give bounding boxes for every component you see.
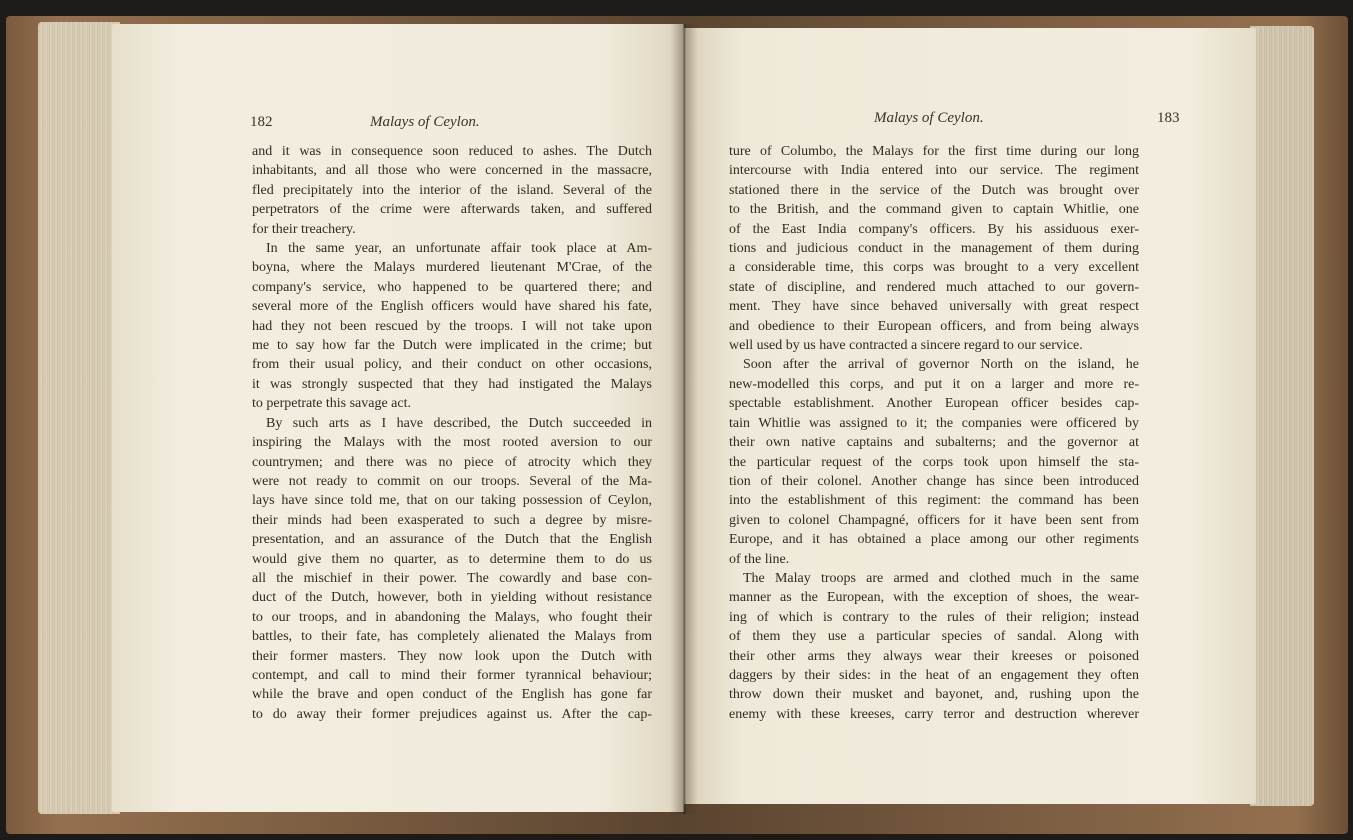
book-gutter	[670, 24, 698, 814]
text-line: company's service, who happened to be quartered there; and	[252, 279, 652, 295]
text-line: presentation, and an assurance of the Dutch that the English	[252, 532, 652, 548]
text-line: fled precipitately into the interior of the island. Several of the	[252, 182, 652, 198]
left-page	[112, 24, 684, 812]
text-line: tain Whitlie was assigned to it; the companies were officered by	[729, 415, 1139, 431]
left-running-title: Malays of Ceylon.	[370, 114, 480, 130]
text-line: of the East India company's officers. By his assiduous exer-	[729, 221, 1139, 237]
text-line: given to colonel Champagné, officers for it have been sent from	[729, 512, 1139, 528]
text-line: to the British, and the command given to captain Whitlie, one	[729, 202, 1139, 218]
text-line: By such arts as I have described, the Dutch succeeded in	[266, 415, 652, 431]
text-line: to our troops, and in abandoning the Malays, who fought their	[252, 609, 652, 625]
text-line: ment. They have since behaved universally with great respect	[729, 299, 1139, 315]
text-line: for their treachery.	[252, 221, 356, 237]
text-line: Europe, and it has obtained a place among our other regiments	[729, 532, 1139, 548]
right-page-text	[729, 142, 1139, 724]
right-page-number: 183	[1157, 110, 1180, 126]
text-line: would give them no quarter, as to determine them to do us	[252, 551, 652, 567]
text-line: countrymen; and there was no piece of atrocity which they	[252, 454, 652, 470]
page-edges-left	[38, 22, 120, 814]
left-page-text	[252, 142, 652, 724]
text-line: their minds had been exasperated to such a degree by misre-	[252, 512, 652, 528]
text-line: while the brave and open conduct of the English has gone far	[252, 687, 652, 703]
right-running-title: Malays of Ceylon.	[874, 110, 984, 126]
text-line: new-modelled this corps, and put it on a larger and more re-	[729, 376, 1139, 392]
right-page	[684, 28, 1256, 804]
text-line: of the line.	[729, 551, 790, 567]
text-line: The Malay troops are armed and clothed much in the same	[743, 570, 1139, 586]
text-line: a considerable time, this corps was brought to a very excellent	[729, 260, 1139, 276]
text-line: into the establishment of this regiment: the command has been	[729, 493, 1139, 509]
text-line: state of discipline, and rendered much attached to our govern-	[729, 279, 1139, 295]
text-line: contempt, and call to mind their former tyrannical behaviour;	[252, 667, 652, 683]
text-line: and obedience to their European officers, and from being always	[729, 318, 1139, 334]
text-line: manner as the European, with the exception of shoes, the wear-	[729, 590, 1139, 606]
text-line: their own native captains and subalterns; and the governor at	[729, 435, 1139, 451]
text-line: their former masters. They now look upon the Dutch with	[252, 648, 652, 664]
text-line: lays have since told me, that on our taking possession of Ceylon,	[252, 493, 652, 509]
text-line: tion of their colonel. Another change has since been introduced	[729, 473, 1139, 489]
text-line: it was strongly suspected that they had instigated the Malays	[252, 376, 652, 392]
text-line: In the same year, an unfortunate affair took place at Am-	[266, 241, 652, 257]
text-line: to perpetrate this savage act.	[252, 396, 411, 412]
text-line: duct of the Dutch, however, both in yielding without resistance	[252, 590, 652, 606]
text-line: and it was in consequence soon reduced to ashes. The Dutch	[252, 144, 652, 159]
text-line: the particular request of the corps took upon himself the sta-	[729, 454, 1139, 470]
text-line: ing of which is contrary to the rules of their religion; instead	[729, 609, 1139, 625]
text-line: enemy with these kreeses, carry terror and destruction wherever	[729, 706, 1139, 722]
text-line: well used by us have contracted a sincere regard to our service.	[729, 338, 1083, 354]
text-line: ture of Columbo, the Malays for the first time during our long	[729, 144, 1139, 159]
text-line: stationed there in the service of the Dutch was brought over	[729, 182, 1139, 198]
text-line: throw down their musket and bayonet, and, rushing upon the	[729, 687, 1139, 703]
text-line: tions and judicious conduct in the management of them during	[729, 241, 1139, 257]
text-line: inspiring the Malays with the most rooted aversion to our	[252, 435, 652, 451]
page-edges-right	[1250, 26, 1314, 806]
left-page-number: 182	[250, 114, 273, 130]
text-line: Soon after the arrival of governor North on the island, he	[743, 357, 1139, 373]
text-line: daggers by their sides: in the heat of an engagement they often	[729, 667, 1139, 683]
text-line: boyna, where the Malays murdered lieutenant M'Crae, of the	[252, 260, 652, 276]
text-line: had they not been rescued by the troops. I will not take upon	[252, 318, 652, 334]
text-line: from their usual policy, and their conduct on other occasions,	[252, 357, 652, 373]
text-line: me to say how far the Dutch were implicated in the crime; but	[252, 338, 652, 354]
text-line: spectable establishment. Another European officer besides cap-	[729, 396, 1139, 412]
text-line: their other arms they always wear their kreeses or poisoned	[729, 648, 1139, 664]
text-line: of them they use a particular species of sandal. Along with	[729, 629, 1139, 645]
text-line: several more of the English officers would have shared his fate,	[252, 299, 652, 315]
text-line: battles, to their fate, has completely alienated the Malays from	[252, 629, 652, 645]
text-line: inhabitants, and all those who were concerned in the massacre,	[252, 163, 652, 179]
text-line: to do away their former prejudices against us. After the cap-	[252, 706, 652, 722]
text-line: were not ready to commit on our troops. Several of the Ma-	[252, 473, 652, 489]
text-line: perpetrators of the crime were afterwards taken, and suffered	[252, 202, 652, 218]
text-line: intercourse with India entered into our service. The regiment	[729, 163, 1139, 179]
text-line: all the mischief in their power. The cowardly and base con-	[252, 570, 652, 586]
